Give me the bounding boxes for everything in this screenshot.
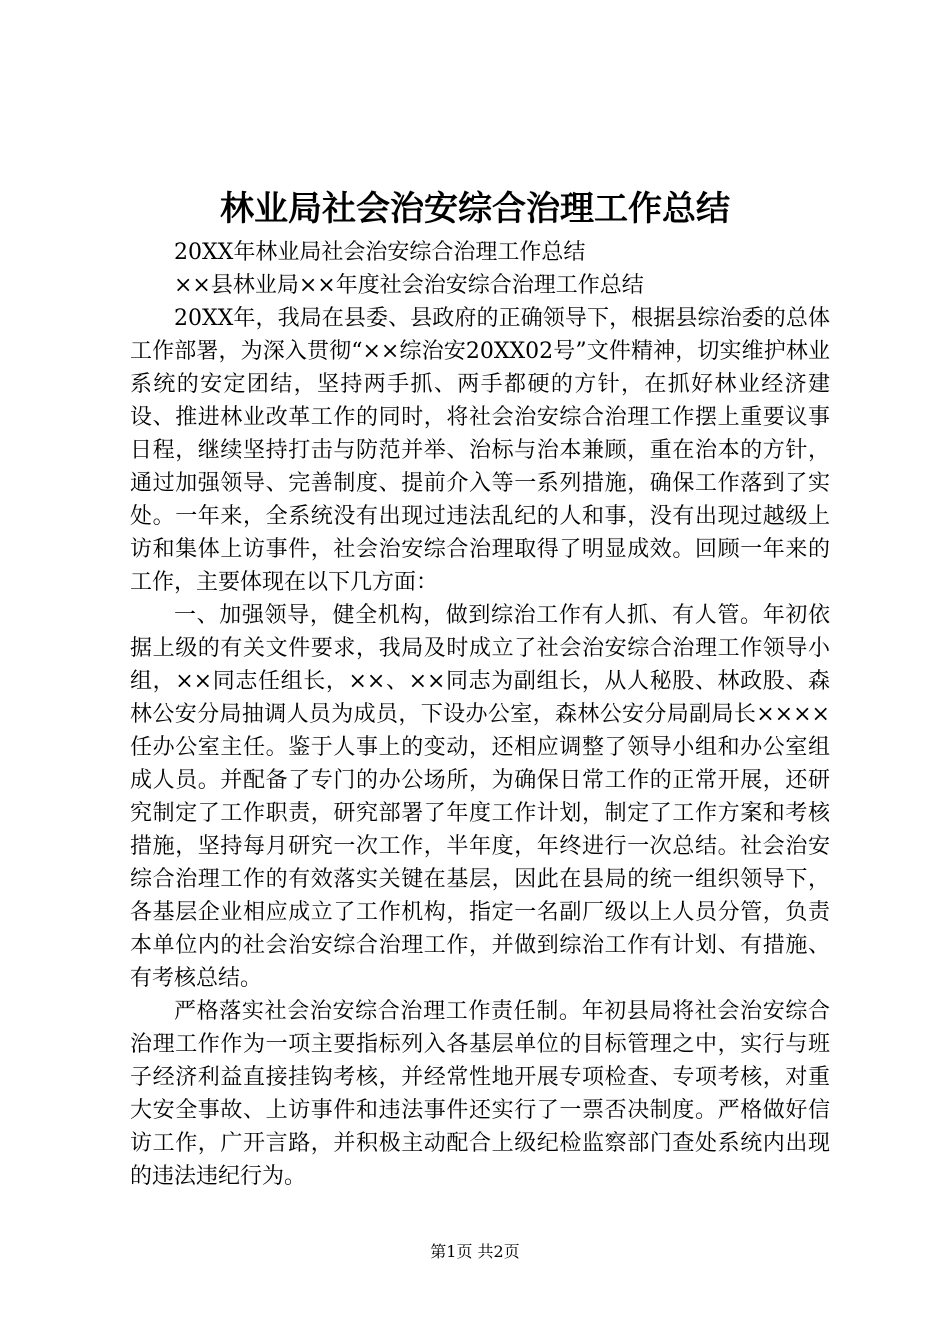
- paragraph-responsibility: 严格落实社会治安综合治理工作责任制。年初县局将社会治安综合治理工作作为一项主要指标列入各基层单位的目标管理之中，实行与班子经济利益直接挂钩考核，并经常性地开展专项检查、专项考核，对重大安全事故、上访事件和违法事件还实行了一票否决制度。严格做好信访工作，广开言路，并积极主动配合上级纪检监察部门查处系统内出现的违法违纪行为。: [130, 999, 830, 1189]
- paragraph-intro: 20XX年，我局在县委、县政府的正确领导下，根据县综治委的总体工作部署，为深入贯彻“××综治安20XX02号”文件精神，切实维护林业系统的安定团结，坚持两手抓、两手都硬的方针，在抓好林业经济建设、推进林业改革工作的同时，将社会治安综合治理工作摆上重要议事日程，继续坚持打击与防范并举、治标与治本兼顾，重在治本的方针，通过加强领导、完善制度、提前介入等一系列措施，确保工作落到了实处。一年来，全系统没有出现过违法乱纪的人和事，没有出现过越级上访和集体上访事件，社会治安综合治理取得了明显成效。回顾一年来的工作，主要体现在以下几方面：: [130, 306, 830, 595]
- document-title: 林业局社会治安综合治理工作总结: [220, 189, 730, 229]
- paragraph-section-one: 一、加强领导，健全机构，做到综治工作有人抓、有人管。年初依据上级的有关文件要求，我局及时成立了社会治安综合治理工作领导小组，××同志任组长，××、××同志为副组长，从人秘股、林政股、森林公安分局抽调人员为成员，下设办公室，森林公安分局副局长××××任办公室主任。鉴于人事上的变动，还相应调整了领导小组和办公室组成人员。并配备了专门的办公场所，为确保日常工作的正常开展，还研究制定了工作职责，研究部署了年度工作计划，制定了工作方案和考核措施，坚持每月研究一次工作，半年度，年终进行一次总结。社会治安综合治理工作的有效落实关键在基层，因此在县局的统一组织领导下，各基层企业相应成立了工作机构，指定一名副厂级以上人员分管，负责本单位内的社会治安综合治理工作，并做到综治工作有计划、有措施、有考核总结。: [130, 603, 830, 991]
- paragraph-heading: ××县林业局××年度社会治安综合治理工作总结: [174, 273, 644, 298]
- paragraph-subtitle: 20XX年林业局社会治安综合治理工作总结: [174, 240, 586, 265]
- page-number-footer: 第1页 共2页: [430, 1242, 520, 1261]
- document-body: [130, 236, 830, 1193]
